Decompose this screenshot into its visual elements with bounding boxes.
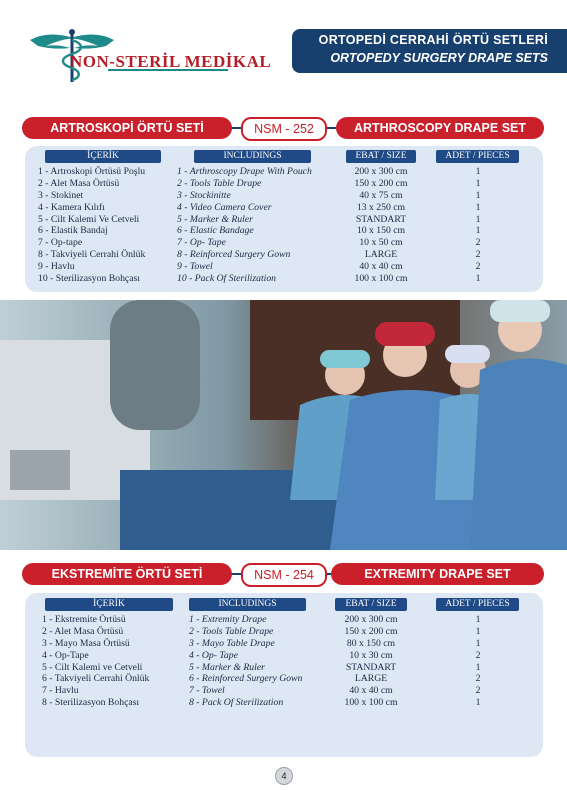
table-cell: 150 x 200 cm — [344, 625, 398, 637]
set2-col-size — [326, 614, 416, 709]
table-cell: 1 - Extremity Drape — [189, 614, 267, 625]
table-cell: 2 - Tools Table Drape — [189, 625, 274, 637]
set1-name-en: ARTHROSCOPY DRAPE SET — [336, 117, 544, 139]
table-cell: 2 — [475, 649, 481, 661]
table-cell: 80 x 150 cm — [346, 637, 396, 649]
table-cell: 4 - Op- Tape — [189, 649, 238, 661]
col-header-pieces: ADET / PIECES — [436, 598, 519, 611]
table-cell: 2 - Alet Masa Örtüsü — [42, 625, 124, 637]
set1-col-en — [177, 166, 312, 285]
set1-col-qty — [458, 166, 498, 285]
table-cell: 8 - Takviyeli Cerrahi Önlük — [38, 249, 146, 261]
col-header-size: EBAT / SIZE — [335, 598, 407, 611]
col-header-content: İÇERİK — [45, 598, 173, 611]
table-cell: 1 - Artroskopi Örtüsü Poşlu — [38, 166, 146, 177]
table-cell: 2 — [475, 261, 481, 273]
table-cell: 6 - Reinforced Surgery Gown — [189, 673, 303, 685]
table-cell: 3 - Stockinitte — [177, 189, 231, 201]
set2-code: NSM - 254 — [241, 563, 327, 587]
set1-code: NSM - 252 — [241, 117, 327, 141]
table-cell: 10 x 30 cm — [349, 649, 393, 661]
table-cell: 6 - Elastik Bandaj — [38, 225, 108, 237]
table-cell: 2 - Tools Table Drape — [177, 177, 262, 189]
set2-col-tr — [42, 614, 149, 709]
table-cell: 10 x 50 cm — [359, 237, 403, 249]
table-cell: 8 - Pack Of Sterilization — [189, 697, 284, 709]
table-cell: 1 — [475, 189, 481, 201]
set2-col-qty — [458, 614, 498, 709]
table-cell: 1 — [475, 625, 481, 637]
col-header-content: İÇERİK — [45, 150, 161, 163]
table-cell: 2 - Alet Masa Örtüsü — [38, 177, 120, 189]
table-cell: 1 — [475, 213, 481, 225]
table-cell: 7 - Havlu — [42, 685, 79, 697]
table-cell: 9 - Havlu — [38, 261, 75, 273]
table-cell: 7 - Towel — [189, 685, 225, 697]
table-cell: 3 - Mayo Masa Örtüsü — [42, 637, 130, 649]
header-title-tr: ORTOPEDİ CERRAHİ ÖRTÜ SETLERİ — [318, 33, 548, 47]
table-cell: 200 x 300 cm — [354, 166, 408, 177]
col-header-pieces: ADET / PIECES — [436, 150, 519, 163]
table-cell: 5 - Marker & Ruler — [177, 213, 253, 225]
table-cell: 1 — [475, 177, 481, 189]
table-cell: 8 - Sterilizasyon Bohçası — [42, 697, 140, 709]
table-cell: 1 — [475, 225, 481, 237]
table-cell: 1 - Ekstremite Örtüsü — [42, 614, 126, 625]
set1-name-tr: ARTROSKOPİ ÖRTÜ SETİ — [22, 117, 232, 139]
table-cell: 5 - Marker & Ruler — [189, 661, 265, 673]
table-cell: 1 — [475, 166, 481, 177]
table-cell: 1 — [475, 697, 481, 709]
table-cell: 1 — [475, 661, 481, 673]
header-banner — [292, 29, 567, 73]
table-cell: 1 — [475, 614, 481, 625]
col-header-size: EBAT / SIZE — [346, 150, 416, 163]
table-cell: 4 - Video Camera Cover — [177, 201, 272, 213]
table-cell: 2 — [475, 673, 481, 685]
table-cell: 3 - Mayo Table Drape — [189, 637, 275, 649]
col-header-includings: INCLUDINGS — [194, 150, 311, 163]
table-cell: 6 - Takviyeli Cerrahi Önlük — [42, 673, 150, 685]
table-cell: 4 - Op-Tape — [42, 649, 89, 661]
table-cell: 5 - Cilt Kalemi ve Cetveli — [42, 661, 143, 673]
table-cell: 7 - Op- Tape — [177, 237, 226, 249]
table-cell: 10 - Pack Of Sterilization — [177, 273, 277, 285]
table-cell: 1 — [475, 637, 481, 649]
table-cell: 3 - Stokinet — [38, 189, 84, 201]
table-cell: 40 x 75 cm — [359, 189, 403, 201]
set1-col-size — [336, 166, 426, 285]
table-cell: LARGE — [354, 673, 388, 685]
table-cell: 2 — [475, 237, 481, 249]
table-cell: 1 — [475, 273, 481, 285]
table-cell: 6 - Elastic Bandage — [177, 225, 254, 237]
table-cell: 13 x 250 cm — [356, 201, 406, 213]
table-cell: LARGE — [364, 249, 398, 261]
set1-col-tr — [38, 166, 145, 285]
surgery-photo — [0, 300, 567, 550]
table-cell: 2 — [475, 249, 481, 261]
table-cell: 150 x 200 cm — [354, 177, 408, 189]
table-cell: 5 - Cilt Kalemi Ve Cetveli — [38, 213, 140, 225]
table-cell: 4 - Kamera Kılıfı — [38, 201, 105, 213]
table-cell: STANDART — [345, 661, 397, 673]
table-cell: 9 - Towel — [177, 261, 213, 273]
table-cell: 2 — [475, 685, 481, 697]
header-title-en: ORTOPEDY SURGERY DRAPE SETS — [330, 51, 548, 65]
set2-name-en: EXTREMITY DRAPE SET — [331, 563, 544, 585]
col-header-includings: INCLUDINGS — [189, 598, 306, 611]
table-cell: 10 - Sterilizasyon Bohçası — [38, 273, 140, 285]
table-cell: 7 - Op-tape — [38, 237, 83, 249]
table-cell: 10 x 150 cm — [356, 225, 406, 237]
set2-col-en — [189, 614, 302, 709]
table-cell: STANDART — [355, 213, 407, 225]
set2-name-tr: EKSTREMİTE ÖRTÜ SETİ — [22, 563, 232, 585]
table-cell: 40 x 40 cm — [349, 685, 393, 697]
table-cell: 40 x 40 cm — [359, 261, 403, 273]
brand-name: NON-STERİL MEDİKAL — [70, 52, 272, 71]
table-cell: 100 x 100 cm — [344, 697, 398, 709]
table-cell: 200 x 300 cm — [344, 614, 398, 625]
table-cell: 100 x 100 cm — [354, 273, 408, 285]
table-cell: 1 - Arthroscopy Drape With Pouch — [177, 166, 312, 177]
table-cell: 1 — [475, 201, 481, 213]
table-cell: 8 - Reinforced Surgery Gown — [177, 249, 291, 261]
page-number: 4 — [275, 767, 293, 785]
